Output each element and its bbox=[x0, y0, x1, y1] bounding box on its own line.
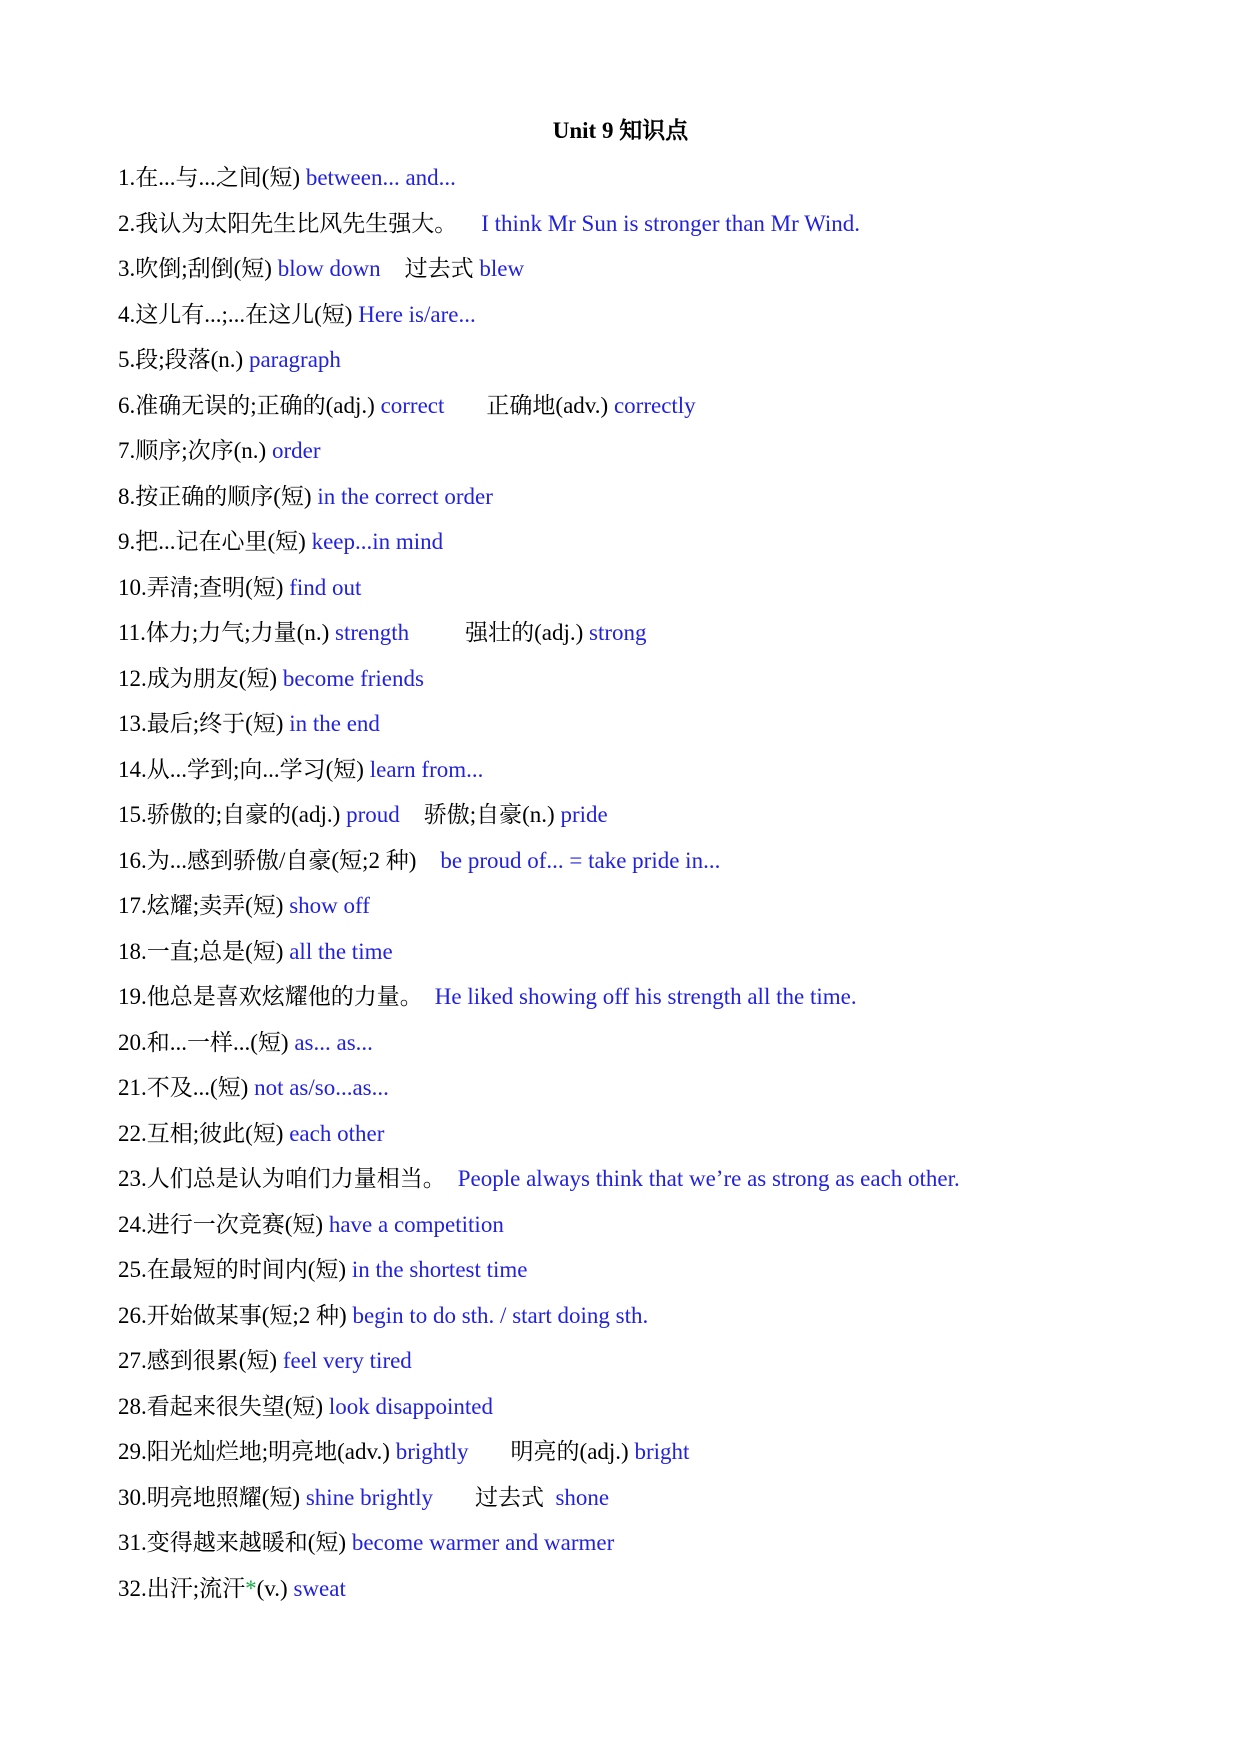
list-item bbox=[118, 573, 1178, 619]
list-item bbox=[118, 1028, 1178, 1074]
item-english: shine brightly bbox=[305, 1484, 433, 1510]
item-english: become friends bbox=[282, 665, 424, 691]
item-number: 11. bbox=[118, 620, 146, 645]
item-english: as... as... bbox=[294, 1029, 373, 1055]
item-chinese: 骄傲的;自豪的(adj.) bbox=[146, 802, 341, 827]
item-chinese: 顺序;次序(n.) bbox=[135, 438, 267, 463]
item-chinese: 一直;总是(短) bbox=[146, 938, 284, 964]
item-english: People always think that we’re as strong as each other. bbox=[457, 1166, 960, 1191]
item-chinese: 炫耀;卖弄(短) bbox=[146, 893, 284, 918]
list-item bbox=[118, 709, 1178, 755]
item-number: 16. bbox=[118, 847, 147, 873]
list-item bbox=[118, 664, 1178, 710]
item-number: 8. bbox=[118, 483, 136, 509]
item-number: 24. bbox=[118, 1211, 147, 1237]
item-chinese: 出汗;流汗 bbox=[146, 1575, 246, 1601]
item-chinese: 人们总是认为咱们力量相当。 bbox=[146, 1166, 446, 1191]
item-number: 15. bbox=[118, 802, 147, 827]
list-item bbox=[118, 1346, 1178, 1392]
item-number: 9. bbox=[118, 529, 136, 554]
item-chinese: 开始做某事(短;2 种) bbox=[146, 1302, 347, 1328]
item-number: 27. bbox=[118, 1348, 147, 1373]
item-english: paragraph bbox=[248, 347, 341, 372]
item-number: 5. bbox=[118, 347, 136, 372]
item-english: all the time bbox=[289, 938, 393, 964]
item-chinese: 他总是喜欢炫耀他的力量。 bbox=[146, 984, 423, 1009]
item-number: 7. bbox=[118, 438, 136, 463]
item-number: 19. bbox=[118, 984, 147, 1009]
item-chinese: 不及...(短) bbox=[146, 1075, 249, 1100]
item-chinese: 准确无误的;正确的(adj.) bbox=[135, 392, 375, 418]
item-chinese: 弄清;查明(短) bbox=[146, 574, 284, 600]
item-english: have a competition bbox=[328, 1211, 504, 1237]
item-chinese: 和...一样...(短) bbox=[146, 1029, 289, 1055]
item-chinese: 在...与...之间(短) bbox=[135, 165, 301, 190]
item-english: find out bbox=[289, 574, 362, 600]
item-chinese-2: 过去式 bbox=[404, 256, 474, 281]
item-english: blow down bbox=[277, 256, 381, 281]
list-item bbox=[118, 163, 1178, 209]
item-chinese: 我认为太阳先生比风先生强大。 bbox=[135, 210, 458, 236]
list-item bbox=[118, 209, 1178, 255]
item-chinese: 吹倒;刮倒(短) bbox=[135, 256, 272, 281]
item-number: 25. bbox=[118, 1257, 147, 1282]
item-chinese: 看起来很失望(短) bbox=[146, 1393, 324, 1419]
item-number: 3. bbox=[118, 256, 136, 281]
item-english: order bbox=[271, 438, 321, 463]
list-item bbox=[118, 982, 1178, 1028]
item-number: 4. bbox=[118, 301, 136, 327]
item-chinese: 互相;彼此(短) bbox=[146, 1120, 284, 1146]
list-item bbox=[118, 1255, 1178, 1301]
item-number: 32. bbox=[118, 1575, 147, 1601]
item-english: not as/so...as... bbox=[254, 1075, 389, 1100]
item-number: 12. bbox=[118, 665, 147, 691]
item-chinese: 在最短的时间内(短) bbox=[146, 1257, 347, 1282]
item-number: 13. bbox=[118, 711, 147, 736]
item-english: begin to do sth. / start doing sth. bbox=[352, 1302, 649, 1328]
list-item bbox=[118, 1483, 1178, 1529]
list-item bbox=[118, 1073, 1178, 1119]
item-english-2: bright bbox=[634, 1439, 690, 1464]
item-english: proud bbox=[346, 802, 400, 827]
list-item bbox=[118, 891, 1178, 937]
item-english: strength bbox=[335, 620, 410, 645]
list-item bbox=[118, 391, 1178, 437]
item-chinese: 按正确的顺序(短) bbox=[135, 483, 312, 509]
item-number: 10. bbox=[118, 574, 147, 600]
item-chinese: 明亮地照耀(短) bbox=[146, 1484, 301, 1510]
item-english: feel very tired bbox=[282, 1348, 412, 1373]
item-number: 14. bbox=[118, 756, 147, 782]
list-item bbox=[118, 254, 1178, 300]
item-chinese: 从...学到;向...学习(短) bbox=[146, 756, 364, 782]
list-item bbox=[118, 1210, 1178, 1256]
item-english-2: correctly bbox=[613, 392, 696, 418]
list-item bbox=[118, 1119, 1178, 1165]
list-item bbox=[118, 937, 1178, 983]
item-english: between... and... bbox=[305, 165, 456, 190]
item-english: show off bbox=[289, 893, 370, 918]
item-chinese: 为...感到骄傲/自豪(短;2 种) bbox=[146, 847, 417, 873]
item-number: 28. bbox=[118, 1393, 147, 1419]
vocabulary-list bbox=[118, 163, 1178, 1619]
item-number: 31. bbox=[118, 1530, 147, 1555]
list-item bbox=[118, 755, 1178, 801]
item-chinese-2: 正确地(adv.) bbox=[486, 392, 609, 418]
item-english: learn from... bbox=[369, 756, 484, 782]
item-english: correct bbox=[380, 392, 445, 418]
item-chinese-tail: (v.) bbox=[256, 1575, 288, 1601]
item-english-2: shone bbox=[555, 1484, 610, 1510]
item-chinese: 段;段落(n.) bbox=[135, 347, 244, 372]
item-chinese: 进行一次竞赛(短) bbox=[146, 1211, 324, 1237]
item-english: in the shortest time bbox=[351, 1257, 528, 1282]
item-number: 18. bbox=[118, 938, 147, 964]
list-item bbox=[118, 1574, 1178, 1620]
item-english: Here is/are... bbox=[358, 301, 476, 327]
item-number: 21. bbox=[118, 1075, 147, 1100]
item-number: 30. bbox=[118, 1484, 147, 1510]
item-chinese: 把...记在心里(短) bbox=[135, 529, 306, 554]
item-number: 17. bbox=[118, 893, 147, 918]
item-english: I think Mr Sun is stronger than Mr Wind. bbox=[481, 210, 861, 236]
item-english: He liked showing off his strength all the time. bbox=[434, 984, 857, 1009]
page-title bbox=[0, 116, 1241, 146]
item-chinese: 阳光灿烂地;明亮地(adv.) bbox=[146, 1439, 390, 1464]
item-english: each other bbox=[289, 1120, 385, 1146]
list-item bbox=[118, 1301, 1178, 1347]
item-number: 23. bbox=[118, 1166, 147, 1191]
item-number: 2. bbox=[118, 210, 136, 236]
item-english: brightly bbox=[395, 1439, 469, 1464]
list-item bbox=[118, 300, 1178, 346]
item-english-2: pride bbox=[560, 802, 608, 827]
item-chinese: 感到很累(短) bbox=[146, 1348, 278, 1373]
item-english: sweat bbox=[293, 1575, 346, 1601]
list-item bbox=[118, 436, 1178, 482]
list-item bbox=[118, 618, 1178, 664]
list-item bbox=[118, 345, 1178, 391]
item-chinese-2: 强壮的(adj.) bbox=[465, 620, 584, 645]
item-english-2: blew bbox=[479, 256, 525, 281]
item-chinese-2: 骄傲;自豪(n.) bbox=[423, 802, 555, 827]
item-number: 29. bbox=[118, 1439, 147, 1464]
list-item bbox=[118, 800, 1178, 846]
item-chinese: 体力;力气;力量(n.) bbox=[145, 620, 330, 645]
item-chinese: 变得越来越暖和(短) bbox=[146, 1530, 347, 1555]
item-english: in the end bbox=[289, 711, 380, 736]
list-item bbox=[118, 1164, 1178, 1210]
list-item bbox=[118, 1437, 1178, 1483]
item-chinese: 最后;终于(短) bbox=[146, 711, 284, 736]
item-chinese: 这儿有...;...在这儿(短) bbox=[135, 301, 353, 327]
item-english: keep...in mind bbox=[311, 529, 444, 554]
item-chinese-2: 明亮的(adj.) bbox=[510, 1439, 629, 1464]
item-english: in the correct order bbox=[317, 483, 493, 509]
list-item bbox=[118, 1392, 1178, 1438]
item-number: 6. bbox=[118, 392, 136, 418]
list-item bbox=[118, 482, 1178, 528]
item-english-2: strong bbox=[589, 620, 647, 645]
item-number: 20. bbox=[118, 1029, 147, 1055]
star-mark: * bbox=[245, 1575, 257, 1601]
list-item bbox=[118, 527, 1178, 573]
item-number: 1. bbox=[118, 165, 136, 190]
item-chinese: 成为朋友(短) bbox=[146, 665, 278, 691]
list-item bbox=[118, 846, 1178, 892]
title-text: Unit 9 知识点 bbox=[552, 118, 689, 143]
item-english: become warmer and warmer bbox=[351, 1530, 615, 1555]
list-item bbox=[118, 1528, 1178, 1574]
item-number: 22. bbox=[118, 1120, 147, 1146]
item-english: look disappointed bbox=[328, 1393, 494, 1419]
item-english: be proud of... = take pride in... bbox=[440, 847, 721, 873]
item-number: 26. bbox=[118, 1302, 147, 1328]
item-chinese-2: 过去式 bbox=[474, 1484, 544, 1510]
